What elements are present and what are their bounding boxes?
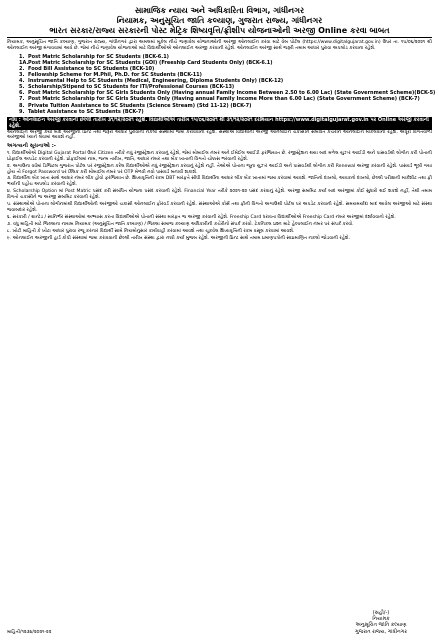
- signatory-department: અનુસૂચિત જાતિ કલ્યાણ: [355, 622, 407, 629]
- scheme-item: 5. Scholarship/Stipend to SC Students for ITI/Professional Courses (BCK-13): [19, 84, 235, 91]
- instruction-item: ૭. વધુ માહિતી માટે જિલ્લાના નાયબ નિયામક (અનુસૂચિત જાતિ કલ્યાણ) / જિલ્લા સમાજ કલ્યાણ અધિકારીની કચેરીનો સંપર્ક કરવો. ટેકનિકલ પ્રશ્ન માટે હેલ્પલાઈન નંબર પર સંપર્ક કરવો.: [7, 221, 354, 227]
- scheme-item: 1. Post Matric Scholarship for SC Students (BCK-6.1): [19, 53, 169, 60]
- scheme-item: 2. Food Bill Assistance to SC Students (BCK-10): [19, 66, 155, 72]
- instruction-item: ૪. Scholarship Option માં Post Matric પસંદ કરી સંબંધિત યોજના પસંદ કરવાની રહેશે. Financial Year તરીકે ૨૦૨૧-૨૨ પસંદ કરવાનું રહેશે. અરજી સબમિટ કર્યા બાદ અરજીમાં કોઈ સુધારો થઈ શકશે નહીં, તેથી તમામ વિગતો ચકાસીને જ અરજી સબમિટ કરવાની રહેશે.: [7, 189, 432, 201]
- signature-block: [355, 610, 407, 635]
- scheme-item: 6. Post Matric Scholarship for SC Girls Students Only (Having annual Family Income Between 2.50 to 6.00 Lac) (State Government Scheme)(BCK-5): [19, 90, 436, 97]
- signatory-title: નિયામક: [372, 616, 390, 623]
- instruction-item: ૬. સરકારી / ગ્રાન્ટેડ / સ્વનિર્ભર સંસ્થાઓમાં અભ્યાસ કરતા વિદ્યાર્થીઓએ પોતાની સંસ્થા મારફત જ અરજી કરવાની રહેશે. Freeship Card ધરાવતા વિદ્યાર્થીઓએ Freeship Card નંબર અરજીમાં દર્શાવવાનો રહેશે.: [7, 214, 396, 220]
- instruction-item: ૮. ખોટી માહિતી કે ખોટા આધાર પુરાવા રજૂ કરનાર વિદ્યાર્થી સામે નિયમોનુસાર કાર્યવાહી કરવામાં આવશે તથા ચૂકવેલ શિષ્યવૃત્તિની રકમ વસૂલ કરવામાં આવશે.: [7, 228, 295, 234]
- scheme-list: [19, 53, 436, 115]
- scheme-item: 8. Private Tuition Assistance to SC Students (Science Stream) (Std 11-12) (BCK-7): [19, 102, 252, 109]
- header: [7, 6, 432, 38]
- department-line: સામાજિક ન્યાય અને અધિકારિતા વિભાગ, ગાંધીનગર: [134, 6, 305, 15]
- scheme-item: 4. Instrumental Help to SC Students (Medical, Engineering, Diploma Students Only) (BCK-12): [19, 78, 284, 85]
- notice-body: ઓનલાઈન અરજી કર્યા બાદ અરજીની પ્રિન્ટ તથા જરૂરી આધાર પુરાવાની નકલો સંસ્થામાં જમા કરાવવાની રહેશે. સંસ્થાએ વિદ્યાર્થીની અરજી ઓનલાઈન ચકાસીને સંબંધિત કચેરીને ઓનલાઈન મોકલવાની રહેશે. અધૂરી વિગતવાળી અરજીઓ ધ્યાને લેવામાં આવશે નહીં.: [7, 129, 432, 141]
- intro-paragraph: નિયામક, અનુસૂચિત જાતિ કલ્યાણ, ગુજરાત રાજ્ય, ગાંધીનગર દ્વારા અમલમાં મૂકેલ નીચે જણાવેલ યોજનાઓની અરજી ઓનલાઈન કરવા માટે વેબ પોર્ટલ (https://www.digitalgujarat.gov.in) ઉપર તા. ૧૫/૦૬/૨૦૨૧ થી ઓનલાઈન અરજી મંગાવવામાં આવે છે. જેમાં નીચે જણાવેલ યોજનાઓ માટે વિદ્યાર્થીઓએ ઓનલાઈન અરજી કરવાની રહેશે. ઓનલાઈન અરજી સાથે જરૂરી તમામ આધાર પુરાવા અપલોડ કરવાના રહેશે.: [7, 40, 432, 51]
- instruction-item: ૫. સંસ્થાઓએ પોતાના લોગીનમાંથી વિદ્યાર્થીઓની અરજીઓ ચકાસી ઓનલાઈન ફોરવર્ડ કરવાની રહેશે. સંસ્થાઓએ કોર્સ તથા ફીની વિગતો અગાઉથી પોર્ટલ પર અપડેટ કરવાની રહેશે. સમયમર્યાદા બાદ આવેલ અરજીઓ માટે સંસ્થા જવાબદાર રહેશે.: [7, 202, 432, 213]
- scheme-item: 7. Post Matric Scholarship for SC Girls Students Only (Having annual Family Income More than 6.00 Lac) (State Government Scheme) (BCK-7): [19, 96, 420, 103]
- instruction-item: ૯. ઓનલાઈન અરજીની હાર્ડ કોપી સંસ્થામાં જમા કરાવવાની છેલ્લી તારીખ સંસ્થા દ્વારા નક્કી કર્યા મુજબ રહેશે. અરજીની પ્રિન્ટ સાથે તમામ પ્રમાણપત્રોની સ્વપ્રમાણિત નકલો જોડવાની રહેશે.: [7, 235, 351, 241]
- scheme-item: 1A.Post Matric Scholarship for SC Students (GOI) (Freeship Card Students Only) (BCK-6.1): [19, 59, 273, 66]
- instruction-item: ૧. વિદ્યાર્થીઓએ Digital Gujarat Portal ઉપર Citizen તરીકે નવું રજીસ્ટ્રેશન કરવાનું રહેશે, જેમાં મોબાઈલ નંબર અને ઈમેઈલ આઈડી ફરજિયાત છે. રજીસ્ટ્રેશન થયા બાદ મળેલ યુઝર આઈડી અને પાસવર્ડથી લોગીન કરી પોતાની પ્રોફાઈલ અપડેટ કરવાની રહેશે. પ્રોફાઈલમાં નામ, જન્મ તારીખ, જાતિ, આધાર નંબર તથા બેંક ખાતાની વિગતો ચોક્કસ ભરવાની રહેશે.: [7, 150, 432, 162]
- signatory-location: ગુજરાત રાજ્ય, ગાંધીનગર: [355, 628, 407, 635]
- scheme-item: 9. Tablet Assistance to SC Students (BCK-7): [19, 108, 144, 115]
- directorate-line: નિયામક, અનુસૂચિત જાતિ કલ્યાણ, ગુજરાત રાજ્ય, ગાંધીનગર: [116, 16, 323, 25]
- footer: [7, 610, 432, 636]
- instruction-item: ૩. વિદ્યાર્થીના બેંક ખાતા સાથે આધાર નંબર લીંક હોવો ફરજિયાત છે. શિષ્યવૃત્તિની રકમ DBT મારફતે સીધી વિદ્યાર્થીના આધાર લીંક બેંક ખાતામાં જમા કરવામાં આવશે. જાતિનો દાખલો, આવકનો દાખલો, છેલ્લી પરીક્ષાની માર્કશીટ તથા ફી ભર્યાની પહોંચ અપલોડ કરવાની રહેશે.: [7, 176, 432, 188]
- deadline-notice-bar: નોંધ : ઓનલાઈન અરજી કરવાની છેલ્લી તારીખ ૩૧/૧૨/૨૦૨૧ રહેશે. વિદ્યાર્થીઓએ તારીખ ૧૫/૦૬/૨૦૨૧ થી ૩૧/૧૨/૨૦૨૧ દરમિયાન https://www.digitalgujarat.gov.in પર Online અરજી કરવાની રહેશે.: [7, 117, 432, 130]
- scheme-item: 3. Fellowship Scheme for M.Phil, Ph.D. for SC Students (BCK-11): [19, 72, 202, 79]
- reference-number: માહિતી/૧૨૩૪/૨૦૨૧-૨૨: [7, 629, 52, 635]
- signature-mark: (સહી/-): [372, 610, 390, 616]
- instructions-heading: અગત્યની સૂચનાઓ :-: [7, 143, 56, 150]
- instruction-item: ૨. અગાઉના વર્ષમાં ડિજિટલ ગુજરાત પોર્ટલ પર રજીસ્ટ્રેશન કરેલ વિદ્યાર્થીઓએ નવું રજીસ્ટ્રેશન કરવાનું રહેશે નહીં. તેઓએ પોતાના જૂના યુઝર આઈડી અને પાસવર્ડથી લોગીન કરી Renewal અરજી કરવાની રહેશે. પાસવર્ડ ભૂલી ગયા હોય તો Forgot Password પર ક્લિક કરી મોબાઈલ નંબર પર OTP મેળવી નવો પાસવર્ડ બનાવી શકાશે.: [7, 163, 432, 175]
- notice-title: ભારત સરકાર/રાજ્ય સરકારની પોસ્ટ મેટ્રિક શિષ્યવૃત્તિ/ફ્રીશીપ યોજનાઓની અરજી Online કરવા બાબત: [7, 26, 432, 38]
